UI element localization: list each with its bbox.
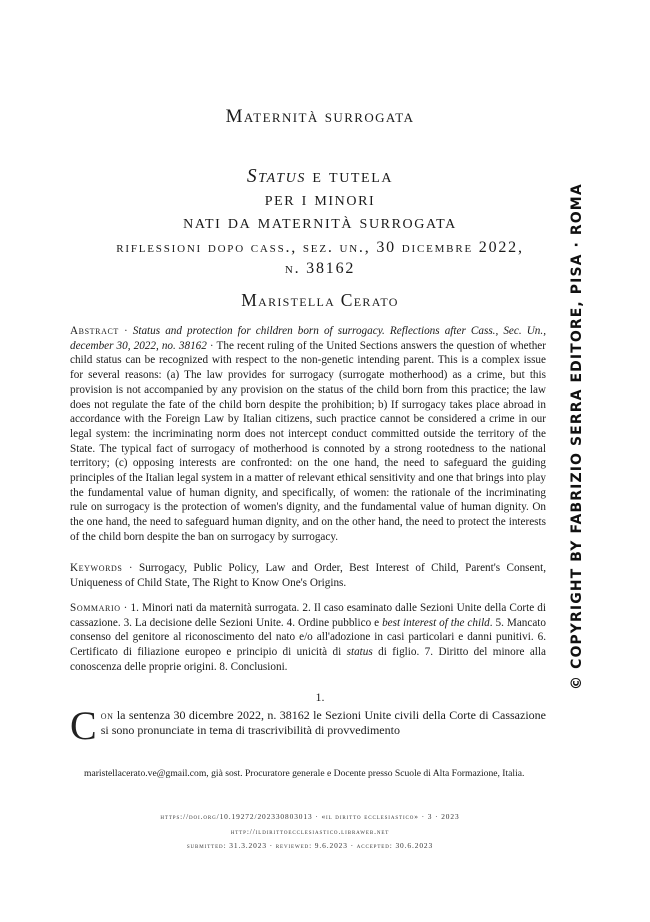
title-status-word: Status [246,166,306,187]
subtitle-line-2: n. 38162 [284,260,356,277]
body-text: la sentenza 30 dicembre 2022, n. 38162 le Sezioni Unite civili della Corte di Cassazione si sono pronunciate in tema di trascrivibilità di provvedimento [100,708,546,737]
summary-italic-2: status [346,646,373,659]
keywords-text: Surrogacy, Public Policy, Law and Order, Best Interest of Child, Parent's Consent, Uniqueness of Child State, The Right to Know One's Origins. [70,562,546,589]
subtitle-line-1: riflessioni dopo cass., sez. un., 30 dicembre 2022, [116,239,524,256]
abstract-text: · The recent ruling of the United Sections answers the question of whether child status can be recognized with respect to the non-genetic intending parent. This is a complex issue for several reasons: (a) The law provides for surrogacy (surrogate motherhood) as a crime, but this provision is not accompanied by any provision on the status of the child born from this practice; the law does not regulate the fate of the child born despite the prohibition; b) If surrogacy takes place abroad in accordance with the Foreign Law by Italian citizens, such practice cannot be considered a crime in our legal system: the incriminating norm does not intercept conduct committed outside the territory of the State. The typical fact of surrogacy of motherhood is connoted by a strong rootedness to the national territory; (c) opposing interests are confronted: on the one hand, the need to safeguard the guiding principles of the Italian legal system in a matter of relevant ethical sensitivity and one that brings into play the fundamental value of human dignity, and specifically, of women: the rationale of the incriminating rule on surrogacy is the protection of women's dignity, and the fundamental value of human dignity. On the one hand, the need to safeguard human dignity, and on the other hand, the need to protect the interests of the child born despite the ban on surrogacy by surrogacy. [70,339,546,543]
copyright-notice: © COPYRIGHT BY FABRIZIO SERRA EDITORE, PISA · ROMA [569,183,585,690]
keywords [70,561,546,590]
submission-dates: submitted: 31.3.2023 · reviewed: 9.6.2023 · accepted: 30.6.2023 [186,841,434,850]
abstract-label: Abstract [70,325,119,337]
article-subtitle [0,237,640,279]
section-heading: Maternità surrogata [225,106,415,127]
drop-cap: C [70,703,97,748]
journal-url: http://ildirittoecclesiastico.libraweb.net [230,827,390,836]
summary-italic-1: best interest of the child [382,616,490,629]
keywords-separator: · [122,562,139,574]
title-line-2: per i minori [264,189,376,210]
abstract-english-title: Status and protection for children born of surrogacy. Reflections after Cass., Sec. Un., december 30, 2022, no. 38162 [70,325,546,352]
title-line-1 [0,165,640,188]
article-title [0,165,640,234]
summary-part-2: . 5. Mancato consenso del genitore al riconoscimento del nato e/o all'adozione in casi particolari e danni punitivi. 6. Certificato di filiazione europeo e principio di unicità di [70,616,547,659]
body-first-word: on [100,708,114,722]
body-paragraph [70,703,546,748]
summary-part-3: di figlio. 7. Diritto del minore alla conoscenza delle proprie origini. 8. Conclusioni. [70,646,546,673]
author-name: Maristella Cerato [241,290,399,310]
abstract-separator: · [118,325,133,337]
doi-line: https://doi.org/10.19272/202330803013 · «il diritto ecclesiastico» · 3 · 2023 [160,812,460,821]
author-footnote: maristellacerato.ve@gmail.com, già sost. Procuratore generale e Docente presso Scuole di Alta Formazione, Italia. [84,768,525,779]
summary-part-1: 1. Minori nati da maternità surrogata. 2. Il caso esaminato dalle Sezioni Unite della Corte di cassazione. 3. La decisione delle Sezioni Unite. 4. Ordine pubblico e [70,602,546,629]
summary [70,601,546,675]
title-line-3: nati da maternità surrogata [183,212,457,233]
title-line-1-rest: e tutela [312,166,394,187]
keywords-label: Keywords [70,562,123,574]
summary-separator: · [120,602,131,614]
section-number: 1. [315,690,325,704]
abstract [70,324,546,545]
summary-label: Sommario [70,602,121,614]
